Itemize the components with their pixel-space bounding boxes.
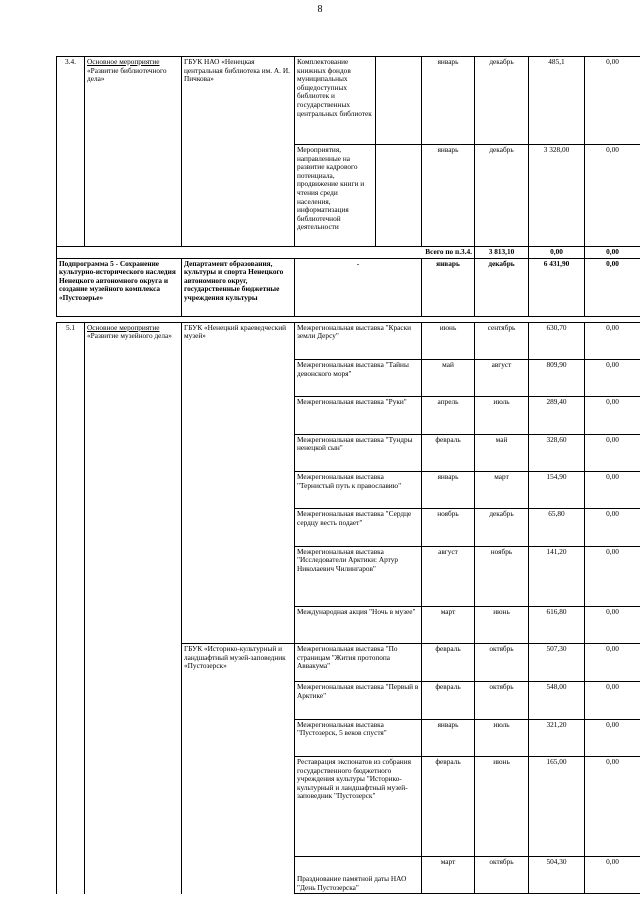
end-cell: декабрь <box>475 145 529 247</box>
value-cell: 0,00 <box>585 756 640 856</box>
value-cell: 0,00 <box>585 546 640 606</box>
activity-cell: - <box>295 258 422 316</box>
end-cell: июль <box>475 719 529 756</box>
end-cell: май <box>475 434 529 471</box>
end-cell: июнь <box>475 606 529 643</box>
activity-cell: Международная акция "Ночь в музее" <box>295 606 422 643</box>
value-cell: 504,30 <box>529 856 585 893</box>
total-label: Всего по п.3.4. <box>57 247 475 259</box>
value-cell: 0,00 <box>585 434 640 471</box>
start-cell: апрель <box>422 397 475 434</box>
activity-cell: Мероприятия, направленные на развитие кадрового потенциала, продвижение книги и чтения среди населения, информатизация библиотечной деятельности <box>295 145 376 247</box>
activity-cell: Межрегиональная выставка "Краски земли Дерсу" <box>295 322 422 359</box>
executor-cell: ГБУК «Историко-культурный и ландшафтный музей-заповедник «Пустозерск» <box>182 644 295 894</box>
start-cell: февраль <box>422 682 475 719</box>
start-cell: август <box>422 546 475 606</box>
end-cell: октябрь <box>475 856 529 893</box>
start-cell: январь <box>422 258 475 316</box>
value-cell: 630,70 <box>529 322 585 359</box>
row-number: 3.4. <box>57 57 85 247</box>
table-row <box>57 644 640 682</box>
end-cell: июнь <box>475 756 529 856</box>
executor-cell: ГБУК «Ненецкий краеведческий музей» <box>182 322 295 644</box>
value-cell: 0,00 <box>585 397 640 434</box>
value-cell: 3 328,00 <box>529 145 585 247</box>
value-cell: 548,00 <box>529 682 585 719</box>
value-cell: 0,00 <box>585 856 640 893</box>
value-cell: 485,1 <box>529 57 585 145</box>
event-label: Основное мероприятие <box>87 57 160 66</box>
start-cell: март <box>422 856 475 893</box>
start-cell: январь <box>422 719 475 756</box>
executor-cell: ГБУК НАО «Ненецкая центральная библиотека им. А. И. Пичкова» <box>182 57 295 247</box>
value-cell: 0,00 <box>585 719 640 756</box>
end-cell: декабрь <box>475 509 529 546</box>
start-cell: март <box>422 606 475 643</box>
table-row <box>57 322 640 359</box>
end-cell: сентябрь <box>475 322 529 359</box>
value-cell: 328,60 <box>529 434 585 471</box>
activity-cell: Межрегиональная выставка "Сердце сердцу весть подает" <box>295 509 422 546</box>
start-cell: январь <box>422 472 475 509</box>
value-cell: 0,00 <box>585 57 640 145</box>
value-cell: 809,90 <box>529 359 585 396</box>
event-cell <box>85 322 182 644</box>
activity-cell: Межрегиональная выставка "Первый в Арктике" <box>295 682 422 719</box>
value-cell: 0,00 <box>585 359 640 396</box>
activity-cell: Межрегиональная выставка "Руки" <box>295 397 422 434</box>
end-cell: декабрь <box>475 258 529 316</box>
start-cell: февраль <box>422 434 475 471</box>
start-cell: февраль <box>422 644 475 682</box>
value-cell: 507,30 <box>529 644 585 682</box>
start-cell: май <box>422 359 475 396</box>
activity-cell: Межрегиональная выставка "Тайны девонского моря" <box>295 359 422 396</box>
total-row <box>57 247 640 259</box>
value-cell: 0,00 <box>585 509 640 546</box>
value-cell: 0,00 <box>585 472 640 509</box>
activity-cell: Празднование памятной даты НАО "День Пустозерска" <box>295 856 422 893</box>
event-title: «Развитие библиотечного дела» <box>87 65 167 84</box>
value-cell: 289,40 <box>529 397 585 434</box>
start-cell: январь <box>422 57 475 145</box>
activity-cell: Межрегиональная выставка "Исследователи Арктики: Артур Николаевич Чилингаров" <box>295 546 422 606</box>
value-cell: 154,90 <box>529 472 585 509</box>
value-cell: 0,00 <box>585 682 640 719</box>
end-cell: декабрь <box>475 57 529 145</box>
subprogram-title: Подпрограмма 5 - Сохранение культурно-исторического наследия Ненецкого автономного округа и создание музейного комплекса «Пустозерье» <box>57 258 182 316</box>
value-cell: 0,00 <box>585 258 640 316</box>
end-cell: октябрь <box>475 682 529 719</box>
value-cell: 321,20 <box>529 719 585 756</box>
end-cell: октябрь <box>475 644 529 682</box>
value-cell: 0,00 <box>585 606 640 643</box>
activity-cell: Межрегиональная выставка "Пустозерск, 5 веков спустя" <box>295 719 422 756</box>
end-cell: ноябрь <box>475 546 529 606</box>
value-cell: 6 431,90 <box>529 258 585 316</box>
value-cell: 65,80 <box>529 509 585 546</box>
value-cell: 0,00 <box>585 644 640 682</box>
event-label: Основное мероприятие <box>87 322 160 332</box>
value-cell: 141,20 <box>529 546 585 606</box>
value-cell: 616,80 <box>529 606 585 643</box>
program-table <box>56 56 640 894</box>
total-value: 3 813,10 <box>475 247 529 259</box>
activity-cell: Межрегиональная выставка "Тернистый путь к православию" <box>295 472 422 509</box>
end-cell: июль <box>475 397 529 434</box>
start-cell: январь <box>422 145 475 247</box>
event-cell <box>85 57 182 247</box>
subprogram-row <box>57 258 640 316</box>
value-cell: 165,00 <box>529 756 585 856</box>
activity-cell: Реставрация экспонатов из собрания государственного бюджетного учреждения культуры "Историко-культурный и ландшафтный музей-заповедник "Пустозерск" <box>295 756 422 856</box>
end-cell: август <box>475 359 529 396</box>
activity-cell: Комплектование книжных фондов муниципальных общедоступных библиотек и государственных центральных библиотек <box>295 57 376 145</box>
value-cell: 0,00 <box>585 322 640 359</box>
end-cell: март <box>475 472 529 509</box>
total-value: 0,00 <box>585 247 640 259</box>
row-number: 5.1 <box>57 322 85 644</box>
value-cell: 0,00 <box>585 145 640 247</box>
activity-cell: Межрегиональная выставка "Тундры ненецкой сын" <box>295 434 422 471</box>
activity-cell: Межрегиональная выставка "По страницам "Жития протопопа Аввакума" <box>295 644 422 682</box>
start-cell: февраль <box>422 756 475 856</box>
start-cell: ноябрь <box>422 509 475 546</box>
table-row <box>57 57 640 145</box>
page-number: 8 <box>317 4 323 15</box>
start-cell: июнь <box>422 322 475 359</box>
event-title: «Развитие музейного дела» <box>87 331 172 341</box>
subprogram-executor: Департамент образования, культуры и спорта Ненецкого автономного округ, государственные бюджетные учреждения культуры <box>182 258 295 316</box>
total-value: 0,00 <box>529 247 585 259</box>
